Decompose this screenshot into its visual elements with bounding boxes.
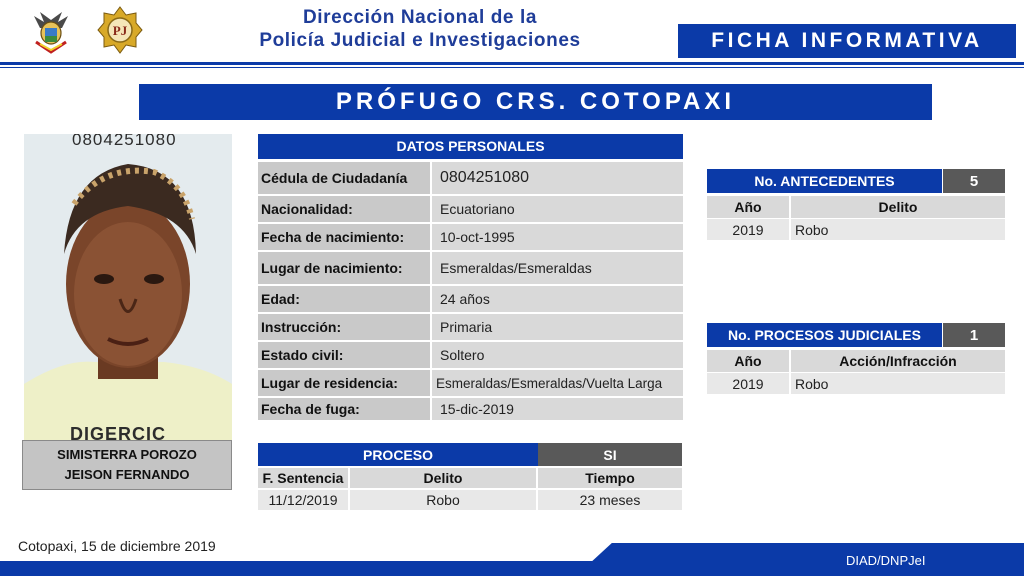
header-divider — [0, 62, 1024, 65]
row-lugar-nacimiento — [258, 252, 683, 284]
row-label: Edad: — [258, 286, 430, 312]
suspect-photo — [24, 134, 232, 440]
row-estado-civil — [258, 342, 683, 368]
row-lugar-residencia — [258, 370, 683, 396]
proceso-status: SI — [538, 443, 682, 466]
row-label: Fecha de nacimiento: — [258, 224, 430, 250]
cell-delito: Robo — [350, 490, 536, 510]
col-header-sentencia: F. Sentencia — [258, 468, 348, 488]
cell-anio: 2019 — [707, 219, 789, 240]
row-value: 10-oct-1995 — [432, 224, 683, 250]
datos-personales-header: DATOS PERSONALES — [258, 134, 683, 159]
footer-code: DIAD/DNPJeI — [846, 553, 926, 568]
suspect-surnames: SIMISTERRA POROZO — [57, 447, 197, 462]
institution-title-line2: Policía Judicial e Investigaciones — [259, 30, 581, 51]
row-edad — [258, 286, 683, 312]
proceso-header: PROCESO — [258, 443, 538, 466]
row-fecha-nacimiento — [258, 224, 683, 250]
row-label: Lugar de residencia: — [258, 370, 430, 396]
row-cedula — [258, 162, 683, 194]
col-header-delito: Delito — [791, 196, 1005, 218]
col-header-anio: Año — [707, 196, 789, 218]
row-label: Fecha de fuga: — [258, 398, 430, 420]
row-value: Esmeraldas/Esmeraldas/Vuelta Larga — [432, 370, 683, 396]
cell-anio: 2019 — [707, 373, 789, 394]
col-header-anio: Año — [707, 350, 789, 372]
row-value: 24 años — [432, 286, 683, 312]
row-value: 0804251080 — [432, 162, 683, 194]
col-header-tiempo: Tiempo — [538, 468, 682, 488]
cell-sentencia: 11/12/2019 — [258, 490, 348, 510]
row-label: Lugar de nacimiento: — [258, 252, 430, 284]
col-header-accion: Acción/Infracción — [791, 350, 1005, 372]
row-instruccion — [258, 314, 683, 340]
photo-watermark: DIGERCIC — [70, 424, 167, 440]
suspect-name-box — [22, 440, 232, 490]
photo-id-number: 0804251080 — [72, 134, 177, 149]
row-value: 15-dic-2019 — [432, 398, 683, 420]
row-fecha-fuga — [258, 398, 683, 420]
ficha-informativa-label: FICHA INFORMATIVA — [678, 24, 1016, 58]
procesos-judiciales-count: 1 — [943, 323, 1005, 347]
row-nacionalidad — [258, 196, 683, 222]
place-date: Cotopaxi, 15 de diciembre 2019 — [18, 538, 216, 554]
col-header-delito: Delito — [350, 468, 536, 488]
ecuador-coat-of-arms-logo — [30, 6, 72, 54]
procesos-judiciales-header: No. PROCESOS JUDICIALES — [707, 323, 942, 347]
svg-text:PJ: PJ — [112, 23, 128, 38]
suspect-given-names: JEISON FERNANDO — [64, 467, 190, 482]
policia-judicial-badge-logo — [96, 5, 144, 55]
antecedentes-count: 5 — [943, 169, 1005, 193]
footer-tab — [576, 543, 1024, 576]
row-label: Estado civil: — [258, 342, 430, 368]
header-divider-thin — [0, 67, 1024, 68]
antecedentes-header: No. ANTECEDENTES — [707, 169, 942, 193]
institution-title — [180, 6, 660, 52]
row-label: Cédula de Ciudadanía — [258, 162, 430, 194]
row-label: Instrucción: — [258, 314, 430, 340]
row-value: Soltero — [432, 342, 683, 368]
row-value: Esmeraldas/Esmeraldas — [432, 252, 683, 284]
row-value: Primaria — [432, 314, 683, 340]
cell-tiempo: 23 meses — [538, 490, 682, 510]
row-value: Ecuatoriano — [432, 196, 683, 222]
institution-title-line1: Dirección Nacional de la — [302, 7, 538, 28]
fugitive-banner: PRÓFUGO CRS. COTOPAXI — [139, 84, 932, 120]
cell-accion: Robo — [791, 373, 1005, 394]
cell-delito: Robo — [791, 219, 1005, 240]
row-label: Nacionalidad: — [258, 196, 430, 222]
